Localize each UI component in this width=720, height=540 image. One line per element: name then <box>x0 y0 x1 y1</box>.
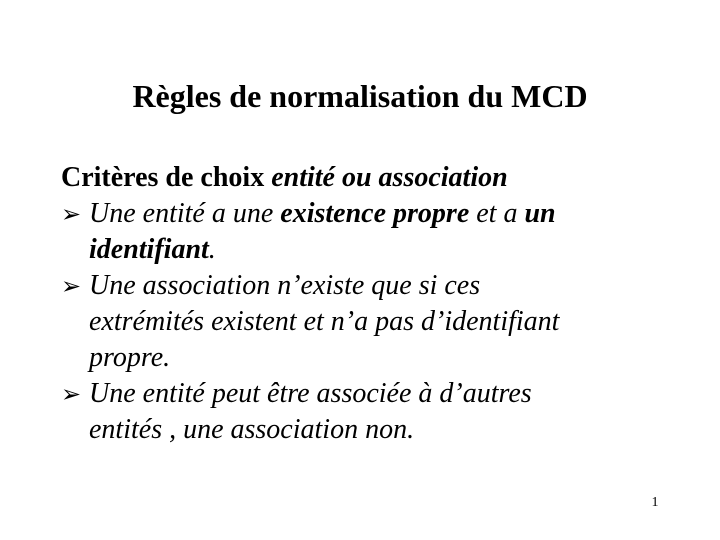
bullet-2-line-2: extrémités existent et n’a pas d’identifiant <box>89 306 560 337</box>
bullet-2-line-3: propre. <box>89 342 171 373</box>
criteria-heading-prefix: Critères de choix <box>61 162 272 193</box>
page-number: 1 <box>651 495 659 510</box>
bullet-3-line-1: Une entité peut être associée à d’autres <box>89 378 532 409</box>
bullet-entity-associated <box>61 376 661 448</box>
arrow-bullet-icon: ➢ <box>61 380 82 408</box>
bullet-2-line-1: Une association n’existe que si ces <box>89 270 481 301</box>
bullet-1-line-1 <box>89 196 661 232</box>
bullet-3-line-2: entités , une association non. <box>89 414 415 445</box>
slide-content <box>61 160 661 448</box>
criteria-heading <box>61 160 661 196</box>
bullet-entity-identifier <box>61 196 661 268</box>
bullet-1-existence-propre: existence propre <box>280 198 470 229</box>
bullet-association-existence <box>61 268 661 376</box>
bullet-1-text-a: Une entité a une <box>89 198 281 229</box>
slide-title: Règles de normalisation du MCD <box>132 78 588 114</box>
arrow-bullet-icon: ➢ <box>61 200 82 228</box>
bullet-1-text-b: et a <box>469 198 525 229</box>
bullet-1-period: . <box>208 234 216 265</box>
bullet-1-line-2 <box>89 232 661 268</box>
bullet-1-un: un <box>524 198 556 229</box>
arrow-bullet-icon: ➢ <box>61 272 82 300</box>
criteria-heading-emphasis: entité ou association <box>271 162 508 193</box>
bullet-1-identifiant: identifiant <box>89 234 209 265</box>
